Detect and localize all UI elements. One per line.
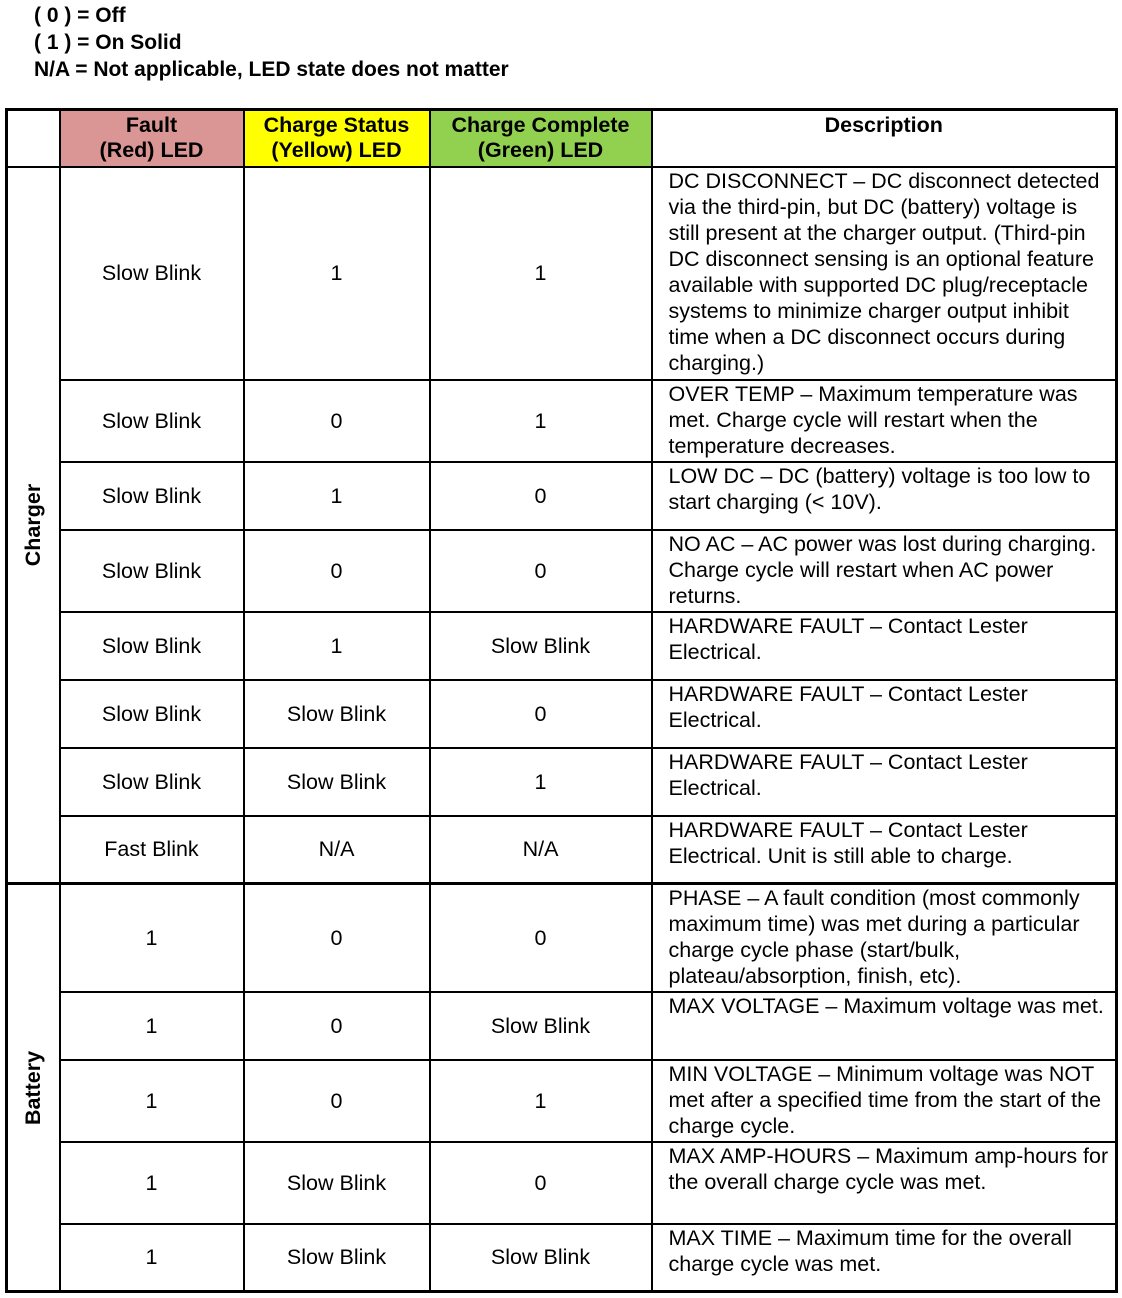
fault-led-value: 1 [60,1224,244,1292]
header-fault-line1: Fault [125,113,178,137]
charge-complete-led-value: 0 [430,884,652,992]
charge-complete-led-value: 1 [430,167,652,380]
description-text: MAX TIME – Maximum time for the overall charge cycle was met. [652,1224,1117,1292]
table-row [7,816,1117,884]
table-row [7,380,1117,462]
fault-led-value: Slow Blink [60,748,244,816]
header-charge-status-led [244,110,430,167]
description-text: PHASE – A fault condition (most commonly maximum time) was met during a particular charge cycle phase (start/bulk, plateau/absorption, finish, etc). [652,884,1117,992]
table-row [7,612,1117,680]
charge-status-led-value: 0 [244,1060,430,1142]
description-text: DC DISCONNECT – DC disconnect detected via the third-pin, but DC (battery) voltage is still present at the charger output. (Third-pin DC disconnect sensing is an optional feature available with supported DC plug/receptacle systems to minimize charger output inhibit time when a DC disconnect occurs during charging.) [652,167,1117,380]
charge-complete-led-value: Slow Blink [430,1224,652,1292]
description-text: HARDWARE FAULT – Contact Lester Electrical. [652,612,1117,680]
charge-complete-led-value: 1 [430,748,652,816]
description-text: MIN VOLTAGE – Minimum voltage was NOT met after a specified time from the start of the charge cycle. [652,1060,1117,1142]
charge-status-led-value: Slow Blink [244,1224,430,1292]
fault-led-value: Slow Blink [60,380,244,462]
charge-status-led-value: Slow Blink [244,680,430,748]
description-text: MAX AMP-HOURS – Maximum amp-hours for the overall charge cycle was met. [652,1142,1117,1224]
charge-complete-led-value: 0 [430,1142,652,1224]
table-row [7,680,1117,748]
table-row [7,992,1117,1060]
header-complete-line2: (Green) LED [477,138,604,162]
header-row [7,110,1117,167]
legend [34,2,509,83]
table-row [7,1060,1117,1142]
description-text: OVER TEMP – Maximum temperature was met. Charge cycle will restart when the temperature decreases. [652,380,1117,462]
table-row [7,1224,1117,1292]
fault-led-value: Slow Blink [60,462,244,530]
table-row [7,748,1117,816]
charge-status-led-value: 0 [244,884,430,992]
description-text: NO AC – AC power was lost during charging. Charge cycle will restart when AC power returns. [652,530,1117,612]
header-charge-complete-led [430,110,652,167]
group-label-battery: Battery [21,1050,46,1125]
header-status-line1: Charge Status [263,113,410,137]
fault-led-value: Slow Blink [60,167,244,380]
charge-status-led-value: N/A [244,816,430,884]
header-fault-led [60,110,244,167]
charge-complete-led-value: 0 [430,530,652,612]
fault-led-value: Fast Blink [60,816,244,884]
fault-led-value: 1 [60,1142,244,1224]
charge-complete-led-value: Slow Blink [430,612,652,680]
group-battery [7,884,60,1292]
charge-status-led-value: 1 [244,612,430,680]
charge-status-led-value: 1 [244,167,430,380]
charge-status-led-value: 0 [244,530,430,612]
description-text: MAX VOLTAGE – Maximum voltage was met. [652,992,1117,1060]
description-text: HARDWARE FAULT – Contact Lester Electrical. [652,680,1117,748]
table-row [7,167,1117,380]
header-status-line2: (Yellow) LED [271,138,402,162]
fault-led-value: Slow Blink [60,530,244,612]
header-blank [7,110,60,167]
charge-status-led-value: 1 [244,462,430,530]
charge-complete-led-value: Slow Blink [430,992,652,1060]
legend-on: ( 1 ) = On Solid [34,31,182,54]
table-row [7,462,1117,530]
fault-led-value: 1 [60,992,244,1060]
description-text: HARDWARE FAULT – Contact Lester Electrical. [652,748,1117,816]
charge-complete-led-value: 0 [430,680,652,748]
charge-status-led-value: Slow Blink [244,1142,430,1224]
fault-led-value: Slow Blink [60,612,244,680]
legend-na: N/A = Not applicable, LED state does not matter [34,58,509,81]
legend-off: ( 0 ) = Off [34,4,126,27]
fault-led-value: 1 [60,1060,244,1142]
charge-complete-led-value: N/A [430,816,652,884]
header-fault-line2: (Red) LED [99,138,204,162]
fault-led-value: Slow Blink [60,680,244,748]
charge-status-led-value: 0 [244,992,430,1060]
group-label-charger: Charger [21,483,46,566]
charge-complete-led-value: 0 [430,462,652,530]
table-row [7,884,1117,992]
fault-led-value: 1 [60,884,244,992]
table-row [7,530,1117,612]
table-row [7,1142,1117,1224]
header-complete-line1: Charge Complete [451,113,630,137]
led-status-table [5,108,1118,1293]
charge-status-led-value: Slow Blink [244,748,430,816]
header-description: Description [652,110,1117,167]
charge-complete-led-value: 1 [430,1060,652,1142]
description-text: LOW DC – DC (battery) voltage is too low to start charging (< 10V). [652,462,1117,530]
description-text: HARDWARE FAULT – Contact Lester Electrical. Unit is still able to charge. [652,816,1117,884]
charge-complete-led-value: 1 [430,380,652,462]
group-charger [7,167,60,884]
charge-status-led-value: 0 [244,380,430,462]
